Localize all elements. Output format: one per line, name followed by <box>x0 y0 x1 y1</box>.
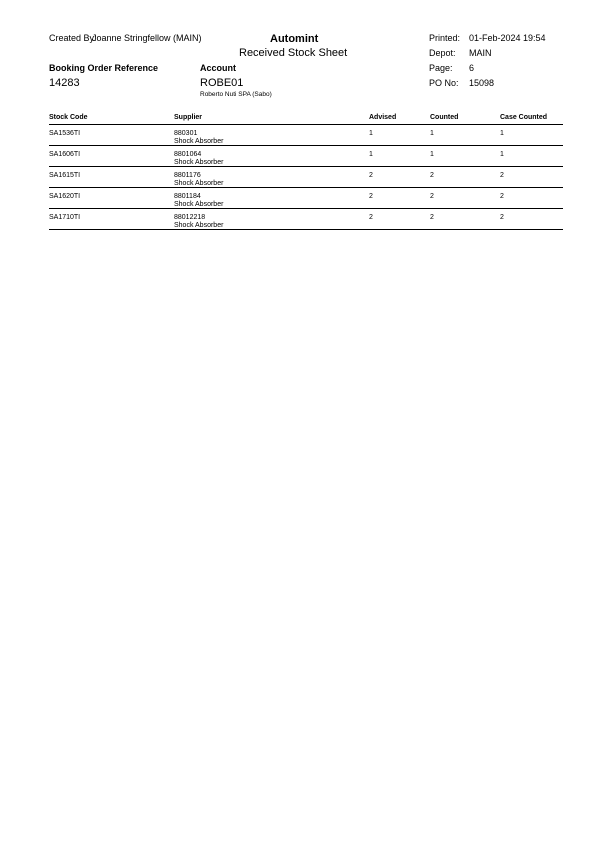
advised-cell: 2 <box>369 172 373 179</box>
depot-label: Depot: <box>429 48 456 58</box>
account-code: ROBE01 <box>200 77 244 89</box>
printed-label: Printed: <box>429 33 461 43</box>
stock-code-cell: SA1710TI <box>49 214 81 221</box>
advised-cell: 2 <box>369 193 373 200</box>
column-header-advised: Advised <box>369 114 397 121</box>
table-header <box>49 114 563 125</box>
description-cell: Shock Absorber <box>174 159 224 166</box>
depot-value: MAIN <box>469 48 492 58</box>
description-cell: Shock Absorber <box>174 180 224 187</box>
stock-table <box>49 114 563 230</box>
table-row <box>49 167 563 188</box>
stock-code-cell: SA1536TI <box>49 130 81 137</box>
stock-code-cell: SA1615TI <box>49 172 81 179</box>
booking-ref-value: 14283 <box>49 77 80 89</box>
counted-cell: 2 <box>430 193 434 200</box>
advised-cell: 1 <box>369 151 373 158</box>
description-cell: Shock Absorber <box>174 201 224 208</box>
case-counted-cell: 2 <box>500 214 504 221</box>
account-name: Roberto Nuti SPA (Sabo) <box>200 91 272 98</box>
created-by-label: Created By: <box>49 33 97 43</box>
po-number: 15098 <box>469 78 495 88</box>
case-counted-cell: 1 <box>500 151 504 158</box>
counted-cell: 2 <box>430 214 434 221</box>
column-header-case-counted: Case Counted <box>500 114 548 121</box>
stock-code-cell: SA1606TI <box>49 151 81 158</box>
supplier-code-cell: 88012218 <box>174 214 206 221</box>
case-counted-cell: 1 <box>500 130 504 137</box>
table-row <box>49 209 563 230</box>
stock-code-cell: SA1620TI <box>49 193 81 200</box>
advised-cell: 1 <box>369 130 373 137</box>
po-label: PO No: <box>429 78 459 88</box>
advised-cell: 2 <box>369 214 373 221</box>
column-header-counted: Counted <box>430 114 459 121</box>
supplier-code-cell: 8801176 <box>174 172 201 179</box>
counted-cell: 1 <box>430 151 434 158</box>
counted-cell: 1 <box>430 130 434 137</box>
table-row <box>49 146 563 167</box>
case-counted-cell: 2 <box>500 193 504 200</box>
table-row <box>49 125 563 146</box>
booking-ref-label: Booking Order Reference <box>49 63 159 73</box>
page-label: Page: <box>429 63 453 73</box>
column-header-stock-code: Stock Code <box>49 114 88 121</box>
counted-cell: 2 <box>430 172 434 179</box>
printed-value: 01-Feb-2024 19:54 <box>469 33 546 43</box>
column-header-supplier: Supplier <box>174 114 203 121</box>
description-cell: Shock Absorber <box>174 138 224 145</box>
supplier-code-cell: 8801184 <box>174 193 201 200</box>
supplier-code-cell: 8801064 <box>174 151 202 158</box>
company-name: Automint <box>270 33 319 45</box>
page-number: 6 <box>469 63 475 73</box>
report-title: Received Stock Sheet <box>239 47 348 59</box>
account-label: Account <box>200 63 236 73</box>
supplier-code-cell: 880301 <box>174 130 198 137</box>
description-cell: Shock Absorber <box>174 222 224 229</box>
case-counted-cell: 2 <box>500 172 504 179</box>
created-by-value: Joanne Stringfellow (MAIN) <box>92 33 202 43</box>
table-row <box>49 188 563 209</box>
